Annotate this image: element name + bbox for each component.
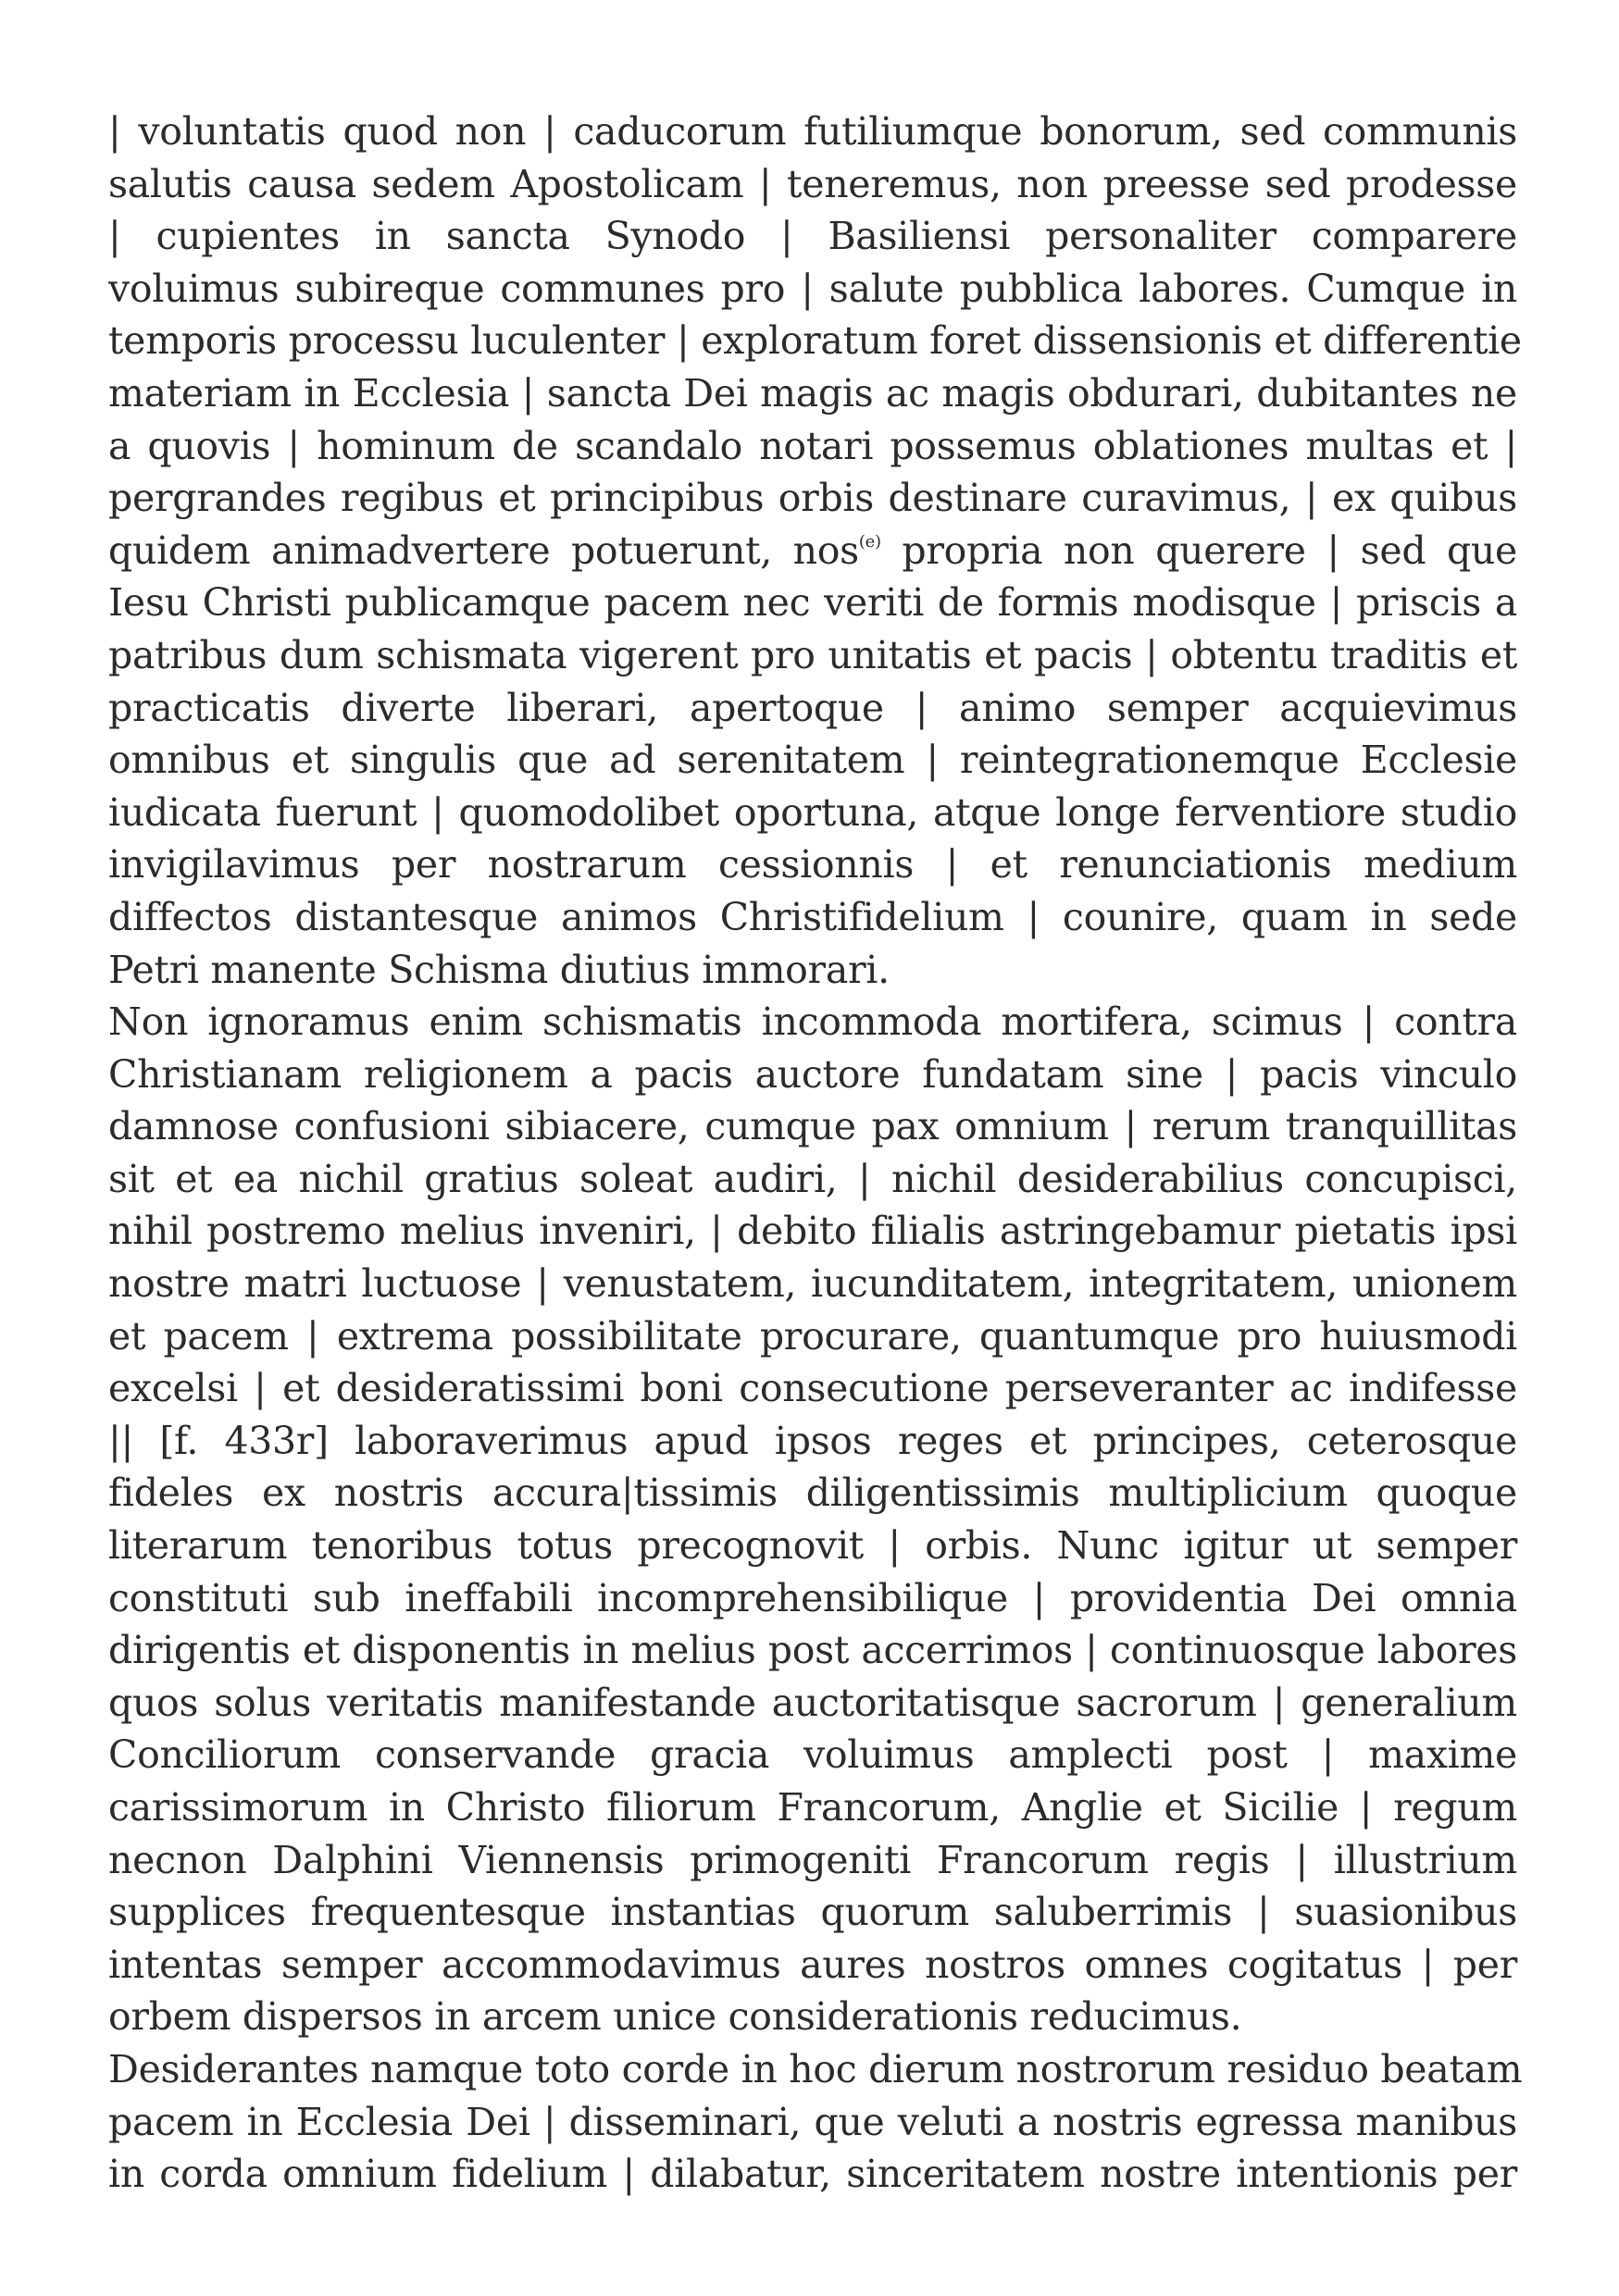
text-line: | voluntatis quod non | caducorum futiliumque bonorum, sed communis	[108, 109, 1517, 154]
text-line: fideles ex nostris accura|tissimis diligentissimis multiplicium quoque	[108, 1471, 1517, 1516]
text-line: orbem dispersos in arcem unice considerationis reducimus.	[108, 1994, 1242, 2040]
text-line: || [f. 433r] laboraverimus apud ipsos reges et principes, ceterosque	[108, 1418, 1517, 1463]
text-line: Non ignoramus enim schismatis incommoda mortifera, scimus | contra	[108, 999, 1517, 1045]
text-line: materiam in Ecclesia | sancta Dei magis ac magis obdurari, dubitantes ne	[108, 370, 1517, 416]
text-line: Petri manente Schisma diutius immorari.	[108, 947, 890, 992]
text-line: nostre matri luctuose | venustatem, iucunditatem, integritatem, unionem	[108, 1261, 1517, 1307]
text-line: Iesu Christi publicamque pacem nec veriti de formis modisque | priscis a	[108, 580, 1517, 626]
text-line: invigilavimus per nostrarum cessionnis | et renunciationis medium	[108, 842, 1517, 887]
text-line: omnibus et singulis que ad serenitatem | reintegrationemque Ecclesie	[108, 738, 1517, 783]
text-line: nihil postremo melius inveniri, | debito filialis astringebamur pietatis ipsi	[108, 1209, 1517, 1254]
text-segment: propria non querere | sed que	[880, 527, 1517, 573]
text-line: sit et ea nichil gratius soleat audiri, | nichil desiderabilius concupisci,	[108, 1156, 1517, 1201]
footnote-marker[interactable]: (e)	[858, 531, 881, 552]
text-line: patribus dum schismata vigerent pro unitatis et pacis | obtentu traditis et	[108, 632, 1517, 677]
paragraph-1	[108, 105, 1522, 996]
text-line: voluimus subireque communes pro | salute pubblica labores. Cumque in	[108, 266, 1517, 311]
text-line: literarum tenoribus totus precognovit | orbis. Nunc igitur ut semper	[108, 1523, 1517, 1569]
text-line: quos solus veritatis manifestande auctoritatisque sacrorum | generalium	[108, 1680, 1517, 1725]
text-line: et pacem | extrema possibilitate procurare, quantumque pro huiusmodi	[108, 1313, 1517, 1359]
text-line: pergrandes regibus et principibus orbis destinare curavimus, | ex quibus	[108, 476, 1517, 521]
text-line: Conciliorum conservande gracia voluimus amplecti post | maxime	[108, 1732, 1517, 1778]
text-line: Desiderantes namque toto corde in hoc dierum nostrorum residuo beatam	[108, 2046, 1523, 2091]
text-line: practicatis diverte liberari, apertoque | animo semper acquievimus	[108, 685, 1517, 730]
text-line: dirigentis et disponentis in melius post accerrimos | continuosque labores	[108, 1628, 1517, 1673]
text-line: excelsi | et desideratissimi boni consecutione perseveranter ac indifesse	[108, 1366, 1517, 1411]
text-line: carissimorum in Christo filiorum Francorum, Anglie et Sicilie | regum	[108, 1785, 1517, 1830]
text-line: diffectos distantesque animos Christifidelium | counire, quam in sede	[108, 894, 1517, 939]
text-line: necnon Dalphini Viennensis primogeniti Francorum regis | illustrium	[108, 1837, 1517, 1882]
text-line: damnose confusioni sibiacere, cumque pax omnium | rerum tranquillitas	[108, 1104, 1517, 1149]
paragraph-2	[108, 996, 1517, 2043]
text-segment: quidem animadvertere potuerunt, nos	[108, 527, 859, 573]
text-line: iudicata fuerunt | quomodolibet oportuna, atque longe ferventiore studio	[108, 789, 1517, 835]
text-line: pacem in Ecclesia Dei | disseminari, que veluti a nostris egressa manibus	[108, 2099, 1517, 2144]
text-line: supplices frequentesque instantias quorum saluberrimis | suasionibus	[108, 1890, 1517, 1935]
text-line: in corda omnium fidelium | dilabatur, sinceritatem nostre intentionis per	[108, 2152, 1517, 2197]
text-line: Christianam religionem a pacis auctore fundatam sine | pacis vinculo	[108, 1051, 1517, 1097]
text-line: intentas semper accommodavimus aures nostros omnes cogitatus | per	[108, 1942, 1517, 1987]
paragraph-3	[108, 2043, 1523, 2201]
text-line: constituti sub ineffabili incomprehensibilique | providentia Dei omnia	[108, 1575, 1517, 1620]
text-line: a quovis | hominum de scandalo notari possemus oblationes multas et |	[108, 423, 1517, 468]
text-line: salutis causa sedem Apostolicam | teneremus, non preesse sed prodesse	[108, 161, 1517, 206]
body-text	[108, 105, 1523, 2201]
text-line-with-note	[108, 525, 1517, 577]
text-line: | cupientes in sancta Synodo | Basiliensi personaliter comparere	[108, 214, 1517, 259]
text-line: temporis processu luculenter | exploratum foret dissensionis et differentie	[108, 318, 1522, 364]
